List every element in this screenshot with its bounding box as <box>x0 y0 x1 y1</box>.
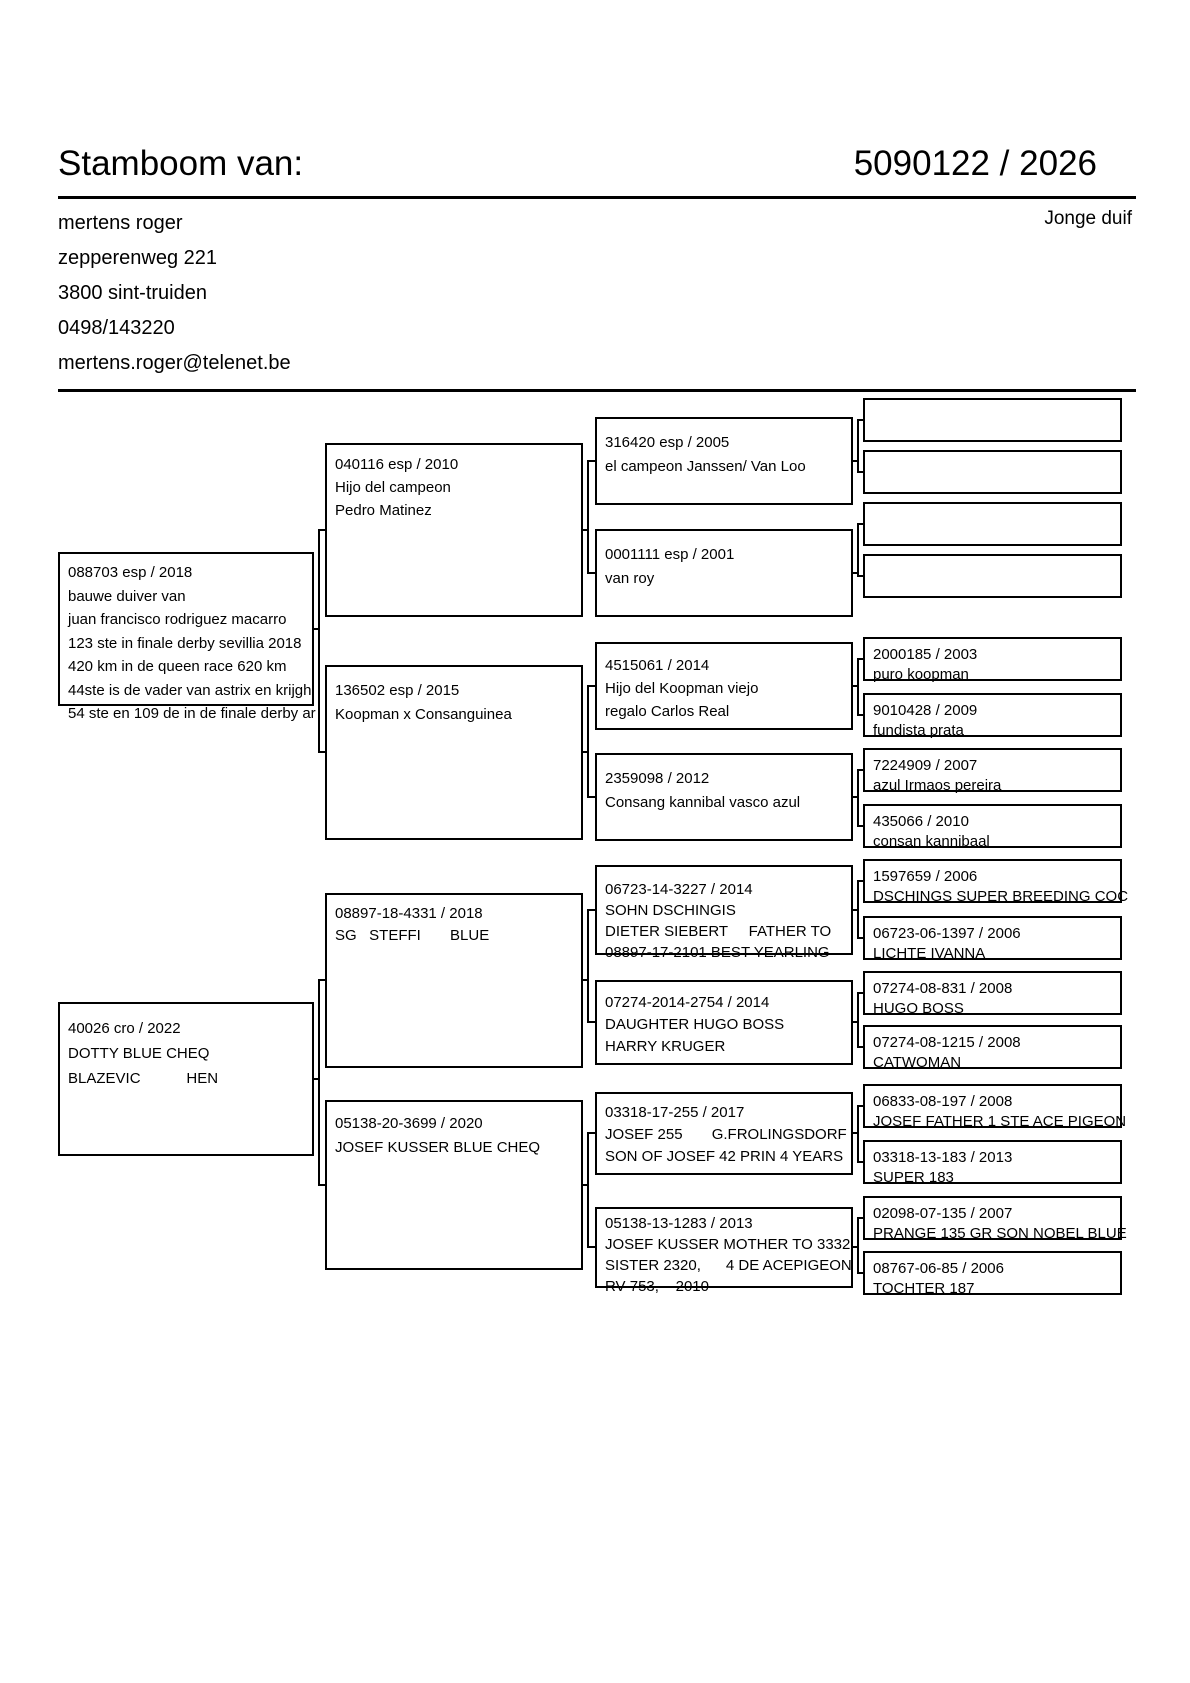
bird-type-label: Jonge duif <box>1044 208 1132 229</box>
pedigree-text-line: SON OF JOSEF 42 PRIN 4 YEARS <box>605 1148 844 1165</box>
pedigree-text-line: DSCHINGS SUPER BREEDING COC <box>873 888 1129 905</box>
box-g4-15 <box>863 1196 1127 1242</box>
pedigree-text-line: 1597659 / 2006 <box>873 868 978 885</box>
pedigree-text-line: 0001111 esp / 2001 <box>605 546 735 563</box>
header-divider <box>58 196 1136 199</box>
connector-line <box>857 658 863 660</box>
connector-line <box>853 1246 857 1248</box>
connector-line <box>587 685 589 798</box>
box-g2-1 <box>325 443 583 617</box>
pedigree-text-line: 08897-18-4331 / 2018 <box>335 905 483 922</box>
box-g2-4 <box>325 1100 583 1270</box>
pedigree-text-line: 02098-07-135 / 2007 <box>873 1205 1013 1222</box>
pedigree-text-line: 2359098 / 2012 <box>605 770 710 787</box>
connector-line <box>857 1046 863 1048</box>
connector-line <box>318 529 325 531</box>
connector-line <box>587 460 595 462</box>
pedigree-text-line: 088703 esp / 2018 <box>68 564 193 581</box>
pedigree-text-line: 44ste is de vader van astrix en krijghi <box>68 681 315 699</box>
pedigree-text-line: JOSEF FATHER 1 STE ACE PIGEON <box>873 1113 1127 1130</box>
connector-line <box>853 460 857 462</box>
box-g4-2 <box>863 450 1122 494</box>
connector-line <box>587 1132 589 1248</box>
pedigree-text-line: puro koopman <box>873 666 969 683</box>
pedigree-text-line: HARRY KRUGER <box>605 1038 726 1055</box>
box-g4-9 <box>863 859 1129 905</box>
box-g4-12 <box>863 1025 1122 1069</box>
connector-line <box>857 1105 863 1107</box>
connector-line <box>587 1021 595 1023</box>
connector-line <box>587 909 595 911</box>
pedigree-text-line: van roy <box>605 570 655 587</box>
connector-line <box>314 1078 318 1080</box>
pedigree-text-line: azul Irmaos pereira <box>873 777 1002 794</box>
connector-line <box>857 880 859 939</box>
pedigree-text-line: consan kannibaal <box>873 833 990 850</box>
box-g4-6 <box>863 693 1122 737</box>
box-g4-14 <box>863 1140 1122 1184</box>
pedigree-text-line: 06833-08-197 / 2008 <box>873 1093 1013 1110</box>
pedigree-text-line: TOCHTER 187 <box>873 1280 975 1297</box>
connector-line <box>583 751 587 753</box>
box-g3-2 <box>595 529 853 617</box>
connector-line <box>314 628 318 630</box>
box-g4-16 <box>863 1251 1122 1295</box>
pedigree-text-line: juan francisco rodriguez macarro <box>68 611 287 628</box>
connector-line <box>587 796 595 798</box>
connector-line <box>857 419 859 473</box>
pedigree-text-line: 05138-20-3699 / 2020 <box>335 1115 483 1132</box>
box-g3-1 <box>595 417 853 505</box>
pedigree-text-line: DAUGHTER HUGO BOSS <box>605 1016 785 1033</box>
connector-line <box>318 1184 325 1186</box>
pedigree-text-line: 7224909 / 2007 <box>873 757 978 774</box>
box-g3-7 <box>595 1092 853 1175</box>
pedigree-text-line: 07274-2014-2754 / 2014 <box>605 994 770 1011</box>
box-g4-3 <box>863 502 1122 546</box>
box-mother <box>58 1002 314 1156</box>
pedigree-text-line: 03318-17-255 / 2017 <box>605 1104 745 1121</box>
pedigree-text-line: SG STEFFI BLUE <box>335 927 490 944</box>
connector-line <box>857 419 863 421</box>
pedigree-text-line: DIETER SIEBERT FATHER TO <box>605 923 832 940</box>
box-g4-7 <box>863 748 1122 792</box>
connector-line <box>857 1272 863 1274</box>
pedigree-text-line: 2000185 / 2003 <box>873 646 978 663</box>
box-g4-8 <box>863 804 1122 848</box>
pedigree-text-line: 9010428 / 2009 <box>873 702 978 719</box>
connector-line <box>857 1217 859 1274</box>
pedigree-text-line: 316420 esp / 2005 <box>605 434 730 451</box>
page-title: Stamboom van: <box>58 144 304 183</box>
pedigree-text-line: bauwe duiver van <box>68 587 186 605</box>
pedigree-text-line: 05138-13-1283 / 2013 <box>605 1215 753 1232</box>
connector-line <box>857 825 863 827</box>
pedigree-text-line: 08767-06-85 / 2006 <box>873 1260 1004 1277</box>
connector-line <box>587 1132 595 1134</box>
connector-line <box>857 1161 863 1163</box>
pedigree-text-line: JOSEF KUSSER MOTHER TO 3332 <box>605 1236 851 1253</box>
connector-line <box>857 769 859 827</box>
connector-line <box>318 979 320 1186</box>
box-g3-6 <box>595 980 853 1065</box>
box-g4-13 <box>863 1084 1127 1130</box>
connector-line <box>853 909 857 911</box>
pedigree-text-line: LICHTE IVANNA <box>873 945 986 962</box>
box-g3-8 <box>595 1207 853 1295</box>
box-g4-4 <box>863 554 1122 598</box>
pedigree-text-line: SOHN DSCHINGIS <box>605 902 736 919</box>
pedigree-text-line: RV 753, 2010 <box>605 1278 709 1295</box>
pedigree-text-line: 06723-14-3227 / 2014 <box>605 881 753 898</box>
connector-line <box>853 796 857 798</box>
connector-line <box>857 658 859 716</box>
connector-line <box>857 714 863 716</box>
pedigree-text-line: PRANGE 135 GR SON NOBEL BLUE <box>873 1225 1127 1242</box>
owner-street: zepperenweg 221 <box>58 247 218 269</box>
connector-line <box>587 572 595 574</box>
owner-name: mertens roger <box>58 212 183 234</box>
box-g2-2 <box>325 665 583 840</box>
box-g4-5 <box>863 637 1122 681</box>
connector-line <box>583 1184 587 1186</box>
pedigree-text-line: Hijo del campeon <box>335 479 451 496</box>
connector-line <box>857 575 863 577</box>
pedigree-text-line: 54 ste en 109 de in de finale derby ar <box>68 705 316 722</box>
box-g4-10 <box>863 916 1122 960</box>
pedigree-text-line: HUGO BOSS <box>873 1000 964 1017</box>
pedigree-text-line: 435066 / 2010 <box>873 813 969 830</box>
connector-line <box>318 979 325 981</box>
box-g4-1 <box>863 398 1122 442</box>
connector-line <box>857 769 863 771</box>
connector-line <box>857 1217 863 1219</box>
connector-line <box>318 529 320 753</box>
pedigree-text-line: DOTTY BLUE CHEQ <box>68 1045 210 1062</box>
connector-line <box>587 685 595 687</box>
pedigree-text-line: 136502 esp / 2015 <box>335 682 460 699</box>
owner-city: 3800 sint-truiden <box>58 282 207 304</box>
pedigree-text-line: BLAZEVIC HEN <box>68 1070 219 1087</box>
pedigree-text-line: JOSEF KUSSER BLUE CHEQ <box>335 1139 541 1156</box>
pedigree-text-line: Pedro Matinez <box>335 502 432 519</box>
pedigree-text-line: Koopman x Consanguinea <box>335 706 512 723</box>
connector-line <box>857 992 859 1048</box>
box-g3-3 <box>595 642 853 730</box>
connector-line <box>318 751 325 753</box>
connector-line <box>853 1132 857 1134</box>
owner-block <box>58 206 291 381</box>
connector-line <box>857 880 863 882</box>
pedigree-text-line: regalo Carlos Real <box>605 703 730 720</box>
pedigree-text-line: 40026 cro / 2022 <box>68 1020 181 1037</box>
ring-number: 5090122 / 2026 <box>853 144 1097 183</box>
pedigree-text-line: el campeon Janssen/ Van Loo <box>605 458 806 475</box>
box-g3-5 <box>595 865 853 961</box>
pedigree-text-line: 03318-13-183 / 2013 <box>873 1149 1013 1166</box>
pedigree-text-line: 08897-17-2101 BEST YEARLING <box>605 944 830 961</box>
pedigree-text-line: 07274-08-1215 / 2008 <box>873 1034 1021 1051</box>
connector-line <box>587 460 589 574</box>
pedigree-text-line: SUPER 183 <box>873 1169 954 1186</box>
box-g2-3 <box>325 893 583 1068</box>
box-g3-4 <box>595 753 853 841</box>
pedigree-text-line: Hijo del Koopman viejo <box>605 680 759 697</box>
pedigree-text-line: 4515061 / 2014 <box>605 657 710 674</box>
connector-line <box>857 523 863 525</box>
pedigree-text-line: CATWOMAN <box>873 1054 962 1071</box>
connector-line <box>587 1246 595 1248</box>
connector-line <box>857 1105 859 1163</box>
pedigree-text-line: Consang kannibal vasco azul <box>605 794 801 811</box>
connector-line <box>583 529 587 531</box>
pedigree-text-line: fundista prata <box>873 722 964 739</box>
owner-phone: 0498/143220 <box>58 317 175 339</box>
connector-line <box>853 1021 857 1023</box>
box-g4-11 <box>863 971 1122 1015</box>
box-father <box>58 552 316 722</box>
connector-line <box>587 909 589 1023</box>
connector-line <box>853 572 857 574</box>
connector-line <box>857 992 863 994</box>
address-divider <box>58 389 1136 392</box>
connector-line <box>857 523 859 577</box>
pedigree-text-line: SISTER 2320, 4 DE ACEPIGEON <box>605 1257 852 1274</box>
pedigree-text-line: JOSEF 255 G.FROLINGSDORF <box>605 1126 847 1143</box>
pedigree-text-line: 040116 esp / 2010 <box>335 456 459 473</box>
pedigree-text-line: 123 ste in finale derby sevillia 2018 <box>68 634 302 652</box>
pedigree-text-line: 07274-08-831 / 2008 <box>873 980 1013 997</box>
connector-line <box>857 471 863 473</box>
connector-line <box>853 685 857 687</box>
pedigree-text-line: 06723-06-1397 / 2006 <box>873 925 1021 942</box>
connector-line <box>857 937 863 939</box>
pedigree-text-line: 420 km in de queen race 620 km <box>68 658 287 675</box>
owner-email: mertens.roger@telenet.be <box>58 352 291 374</box>
connector-line <box>583 979 587 981</box>
